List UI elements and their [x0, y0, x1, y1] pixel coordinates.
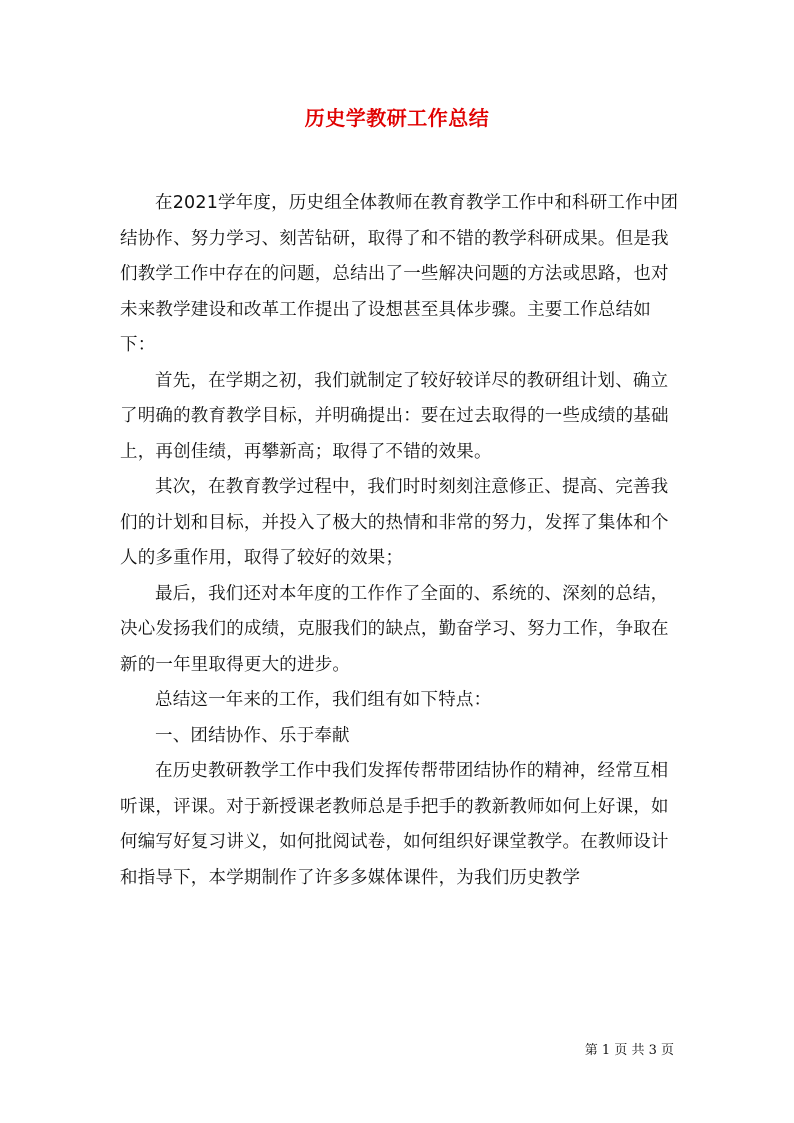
- document-title: 历史学教研工作总结: [304, 106, 490, 130]
- paragraph: 其次，在教育教学过程中，我们时时刻刻注意修正、提高、完善我们的计划和目标，并投入了极大的热情和非常的努力，发挥了集体和个人的多重作用，取得了较好的效果；: [120, 477, 669, 568]
- paragraph: 在历史教研教学工作中我们发挥传帮带团结协作的精神，经常互相听课，评课。对于新授课老教师总是手把手的教新教师如何上好课，如何编写好复习讲义，如何批阅试卷，如何组织好课堂教学。在教师设计和指导下，本学期制作了许多多媒体课件，为我们历史教学: [120, 761, 669, 888]
- paragraph: 最后，我们还对本年度的工作作了全面的、系统的、深刻的总结，决心发扬我们的成绩，克服我们的缺点，勤奋学习、努力工作，争取在新的一年里取得更大的进步。: [120, 583, 669, 675]
- document-body: [120, 186, 680, 896]
- section-heading: 一、团结协作、乐于奉献: [155, 725, 350, 746]
- paragraph: 首先，在学期之初，我们就制定了较好较详尽的教研组计划、确立了明确的教育教学目标，并明确提出：要在过去取得的一些成绩的基础上，再创佳绩，再攀新高；取得了不错的效果。: [120, 370, 669, 462]
- paragraph: 在2021学年度，历史组全体教师在教育教学工作中和科研工作中团结协作、努力学习、刻苦钻研，取得了和不错的教学科研成果。但是我们教学工作中存在的问题，总结出了一些解决问题的方法或思路，也对未来教学建设和改革工作提出了设想甚至具体步骤。主要工作总结如下：: [120, 193, 679, 355]
- page-number-footer: 第 1 页 共 3 页: [584, 1043, 674, 1058]
- paragraph: 总结这一年来的工作，我们组有如下特点：: [155, 690, 492, 710]
